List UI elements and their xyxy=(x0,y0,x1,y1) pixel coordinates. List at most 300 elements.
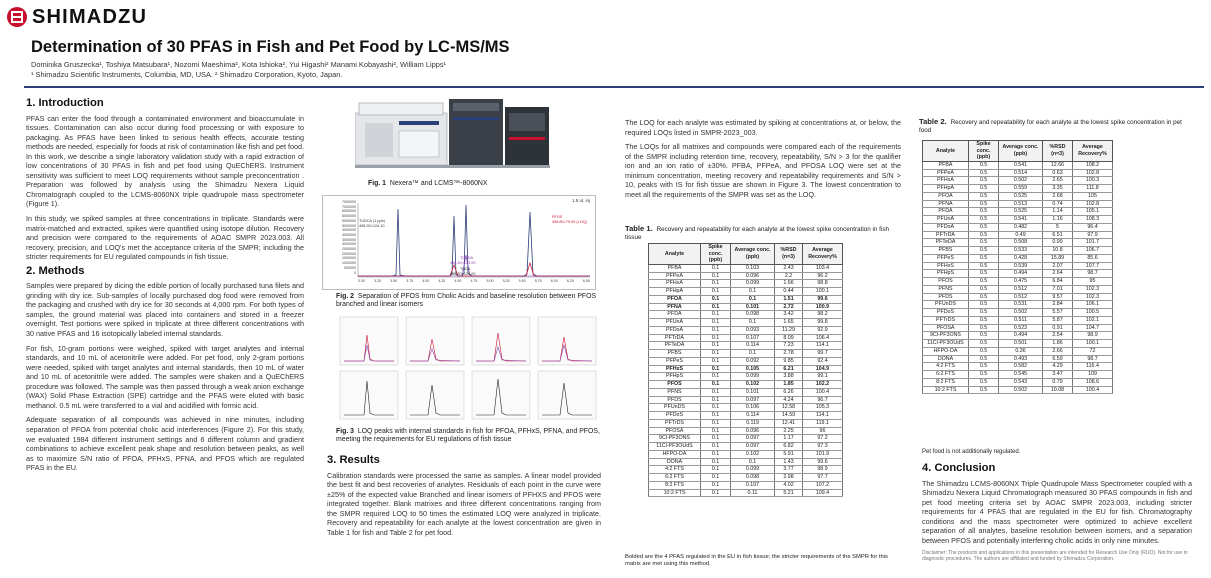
table-cell: 1.16 xyxy=(1043,216,1073,224)
table-cell: 0.1 xyxy=(701,342,731,350)
table-cell: 0.098 xyxy=(731,311,775,319)
chrom-y-tick: 5000000 xyxy=(342,223,356,228)
table-cell: 0.093 xyxy=(731,326,775,334)
table-row xyxy=(923,231,1113,239)
table-row xyxy=(649,303,843,311)
peak-label-tdca-mz: 498.30>124.00 xyxy=(450,272,476,276)
table-cell: 0.1 xyxy=(701,419,731,427)
table-row xyxy=(649,357,843,365)
table-cell: 101.9 xyxy=(803,450,843,458)
table-cell: PFUnA xyxy=(649,319,701,327)
table-cell: 0.514 xyxy=(999,169,1043,177)
table-cell: 5.91 xyxy=(775,450,803,458)
table-cell: 0.1 xyxy=(731,319,775,327)
fig2-caption xyxy=(336,293,604,310)
table-row xyxy=(923,386,1113,394)
peak-label-tdca: TDCA xyxy=(460,267,471,271)
table-cell: PFHpS xyxy=(649,373,701,381)
table-row xyxy=(923,316,1113,324)
table-cell: PFTeDA xyxy=(923,239,969,247)
table-cell: 7.01 xyxy=(1043,285,1073,293)
table-cell: 12.41 xyxy=(775,419,803,427)
table-cell: 0.092 xyxy=(731,357,775,365)
logo-text: SHIMADZU xyxy=(32,5,148,28)
table-cell: 0.5 xyxy=(969,309,999,317)
chrom-x-tick: 4.00 xyxy=(422,279,430,283)
table-cell: 11Cl-PF3OUdS xyxy=(923,340,969,348)
table-cell: 108.3 xyxy=(1073,216,1113,224)
table-cell: 2.66 xyxy=(1043,347,1073,355)
table-cell: 1.43 xyxy=(775,458,803,466)
results-paragraph-1: Calibration standards were processed the same as samples. A linear model provided the best fit and best recoveries of analytes. Residuals of each point in the curve were ±25% of the expected value Branched and linear isomers of PFHXS and PFOS were integrated together. Blank matrixes and three different concentrations ranging from the SMPR required LOQ to 50 times the estimated LOQ were analyzed in triplicate. Recovery and repeatability for each analyte at the lowest concentration are given in Table 1 for fish and Table 2 for pet food. xyxy=(327,470,601,537)
table-cell: 102.2 xyxy=(803,381,843,389)
table-cell: 0.5 xyxy=(969,285,999,293)
table-cell: 0.428 xyxy=(999,254,1043,262)
table-cell: 99.8 xyxy=(803,319,843,327)
chrom-x-tick: 3.00 xyxy=(358,279,365,283)
table-cell: 0.5 xyxy=(969,239,999,247)
fig3-caption xyxy=(336,428,604,445)
table-cell: 106.1 xyxy=(1073,301,1113,309)
table-cell: 0.1 xyxy=(701,381,731,389)
chrom-y-tick: 4500000 xyxy=(342,228,356,233)
table-row xyxy=(923,355,1113,363)
fig3-label: Fig. 3 xyxy=(336,428,354,435)
table-row xyxy=(649,342,843,350)
table-cell: 106.4 xyxy=(803,334,843,342)
table-cell: 1.51 xyxy=(775,295,803,303)
table-cell: 15.89 xyxy=(1043,254,1073,262)
table-header-cell: %RSD (n=3) xyxy=(1043,141,1073,162)
table-cell: 2.78 xyxy=(775,350,803,358)
table-cell: 6.82 xyxy=(775,443,803,451)
table-cell: 1.85 xyxy=(775,381,803,389)
table-row xyxy=(649,427,843,435)
table-cell: 10.08 xyxy=(1043,386,1073,394)
affiliations: ¹ Shimadzu Scientific Instruments, Columbia, MD, USA. ² Shimadzu Corporation, Kyoto, Japan. xyxy=(31,70,343,79)
table-row xyxy=(923,371,1113,379)
table-cell: PFDA xyxy=(649,311,701,319)
table-cell: 0.1 xyxy=(701,443,731,451)
table-cell: 0.097 xyxy=(731,396,775,404)
table-cell: 0.501 xyxy=(999,340,1043,348)
column-1 xyxy=(26,97,304,478)
table-cell: PFUnA xyxy=(923,216,969,224)
table-cell: 0.1 xyxy=(701,326,731,334)
table-cell: 0.1 xyxy=(701,288,731,296)
chrom-y-tick: 3500000 xyxy=(342,237,356,242)
table-cell: 0.101 xyxy=(731,388,775,396)
table-cell: 0.5 xyxy=(969,200,999,208)
methods-paragraph-3: Adequate separation of all compounds was achieved in nine minutes, including separation of PFOA from potential cholic acid interferences (Figure 2). For this study, we evaluated 1984 different instrument settings and 6 different column and gradient combinations to achieve excellent peak shape and resolution between peaks, as well as to maximize S/N ratio of PFOA, PFHxS, PFNA, and PFOS which are regulated PFAS in the EU. xyxy=(26,415,304,473)
table-cell: 102.8 xyxy=(1073,200,1113,208)
table-row xyxy=(649,388,843,396)
table-cell: 0.36 xyxy=(999,347,1043,355)
table-cell: 0.1 xyxy=(701,280,731,288)
table-header-cell: Average Recovery% xyxy=(803,244,843,265)
chrom-y-tick: 7500000 xyxy=(342,200,356,204)
table-cell: 3.47 xyxy=(1043,371,1073,379)
table-header-cell: Spike conc. (ppb) xyxy=(701,244,731,265)
table-cell: 0.1 xyxy=(701,373,731,381)
table-cell: PFTrDS xyxy=(923,316,969,324)
table-cell: 10.8 xyxy=(1043,247,1073,255)
table-cell: 0.44 xyxy=(775,288,803,296)
table-cell: 6.51 xyxy=(1043,231,1073,239)
table-cell: 0.1 xyxy=(731,295,775,303)
table-row xyxy=(649,450,843,458)
table-cell: PFDoA xyxy=(649,326,701,334)
table-cell: 4.24 xyxy=(775,396,803,404)
table-cell: PFPeA xyxy=(649,272,701,280)
table2-caption-text: Recovery and repeatability for each analyte at the lowest spike concentration in pet food xyxy=(919,119,1182,135)
table-cell: 0.543 xyxy=(999,378,1043,386)
table-row xyxy=(649,264,843,272)
table-cell: 107.2 xyxy=(803,481,843,489)
table-cell: PFBS xyxy=(649,350,701,358)
chrom-y-tick: 0 xyxy=(354,270,356,275)
table-cell: 0.511 xyxy=(999,316,1043,324)
table-cell: 96 xyxy=(803,427,843,435)
table-cell: 0.1 xyxy=(701,435,731,443)
table-cell: 0.107 xyxy=(731,481,775,489)
table-cell: 72 xyxy=(1073,347,1113,355)
table-row xyxy=(923,278,1113,286)
table-cell: 0.1 xyxy=(701,474,731,482)
table-cell: 2.54 xyxy=(1043,332,1073,340)
fig2-text: Separation of PFOS from Cholic Acids and baseline resolution between PFOS branched and linear isomers xyxy=(336,293,597,309)
table-row xyxy=(923,216,1113,224)
peak-label-tudca-mz: 498.30>124.10 xyxy=(359,224,385,228)
table-cell: 2.2 xyxy=(775,272,803,280)
table-cell: 96.7 xyxy=(803,396,843,404)
table-cell: 0.5 xyxy=(969,177,999,185)
table-cell: 0.494 xyxy=(999,332,1043,340)
table-cell: PFPeS xyxy=(649,357,701,365)
table-row xyxy=(923,293,1113,301)
table-row xyxy=(923,285,1113,293)
table-cell: PFDA xyxy=(923,208,969,216)
authors: Dominika Gruszecka¹, Toshiya Matsubara¹, Nozomi Maeshima², Kota Ishioka², Yui Higashi² Manami Kobayashi², William Lipps¹ xyxy=(31,60,446,69)
table1-caption-text: Recovery and repeatability for each analyte at the lowest spike concentration in fish tissue xyxy=(625,226,889,242)
table-cell: 0.102 xyxy=(731,381,775,389)
table-header-cell: Average Recovery% xyxy=(1073,141,1113,162)
table-cell: 11Cl-PF3OUdS xyxy=(649,443,701,451)
table-cell: 0.114 xyxy=(731,412,775,420)
table-cell: 109.4 xyxy=(803,489,843,497)
loq-peaks-figure xyxy=(338,315,600,423)
table-cell: 0.099 xyxy=(731,280,775,288)
table-cell: 100.1 xyxy=(803,288,843,296)
table-cell: 0.1 xyxy=(701,311,731,319)
table-row xyxy=(923,363,1113,371)
table-cell: 99.7 xyxy=(803,350,843,358)
table-cell: PFPeS xyxy=(923,254,969,262)
chrom-x-tick: 5.75 xyxy=(534,279,542,283)
table-cell: 2.84 xyxy=(1043,301,1073,309)
table-row xyxy=(649,319,843,327)
table-cell: 1.66 xyxy=(775,280,803,288)
table-cell: 2.25 xyxy=(775,427,803,435)
table-cell: PFBA xyxy=(923,161,969,169)
table-cell: 85.6 xyxy=(1073,254,1113,262)
table-row xyxy=(923,378,1113,386)
table-cell: 98.7 xyxy=(1073,355,1113,363)
table-cell: PFTrDA xyxy=(923,231,969,239)
table-cell: 105.3 xyxy=(803,404,843,412)
table-cell: 104.7 xyxy=(1073,324,1113,332)
table-cell: PFPeA xyxy=(923,169,969,177)
table-row xyxy=(649,350,843,358)
table-cell: 0.098 xyxy=(731,474,775,482)
table-cell: 0.1 xyxy=(701,319,731,327)
table-cell: 0.5 xyxy=(969,301,999,309)
table-cell: 0.1 xyxy=(701,295,731,303)
table-cell: 0.5 xyxy=(969,347,999,355)
table-cell: PFOSA xyxy=(923,324,969,332)
table-cell: 0.5 xyxy=(969,340,999,348)
chrom-y-tick: 2500000 xyxy=(342,247,356,252)
chromatogram-figure xyxy=(322,195,596,290)
table-cell: 0.1 xyxy=(701,357,731,365)
table-cell: 97.9 xyxy=(1073,231,1113,239)
table-cell: 105.1 xyxy=(1073,208,1113,216)
chrom-x-tick: 5.25 xyxy=(502,279,510,283)
table-cell: 11.29 xyxy=(775,326,803,334)
table-cell: 102.8 xyxy=(1073,169,1113,177)
table-cell: 0.502 xyxy=(999,177,1043,185)
table-cell: PFTrDS xyxy=(649,419,701,427)
table-cell: 0.1 xyxy=(701,466,731,474)
chrom-x-tick: 5.00 xyxy=(486,279,494,283)
table-cell: 0.5 xyxy=(969,262,999,270)
table-cell: 119.1 xyxy=(803,419,843,427)
table-cell: 0.559 xyxy=(999,185,1043,193)
table-cell: 0.5 xyxy=(969,208,999,216)
chrom-x-tick: 6.50 xyxy=(582,279,590,283)
table-cell: 5 xyxy=(1043,223,1073,231)
chrom-y-tick: 6500000 xyxy=(342,209,356,214)
table-cell: 0.5 xyxy=(969,316,999,324)
table-header-cell: Average conc. (ppb) xyxy=(999,141,1043,162)
table-cell: PFOA xyxy=(649,295,701,303)
table-row xyxy=(649,435,843,443)
table-cell: 10:2 FTS xyxy=(649,489,701,497)
table-row xyxy=(649,272,843,280)
table-row xyxy=(923,200,1113,208)
peak-label-pfos: PFOS xyxy=(552,215,563,219)
table-cell: 100.5 xyxy=(1073,309,1113,317)
table-cell: PFUnDS xyxy=(923,301,969,309)
intro-paragraph-1: PFAS can enter the food through a contaminated environment and bioaccumulate in tissues. Contamination can also occur during food processing or with exposure to packaging. As PFAS have been linked to serious health effects, accurate testing methods are needed, especially for foods at risk of contamination like fish and pet food. In this work, we describe a single laboratory validation study with a rapid extraction of low concentrations of 30 PFAS in fish and pet food using QuEChERS. Instrument sensitivity was sufficient to meet LOQ requirements without sample preconcentration . Preparation was followed by analysis using the Shimadzu Nexera Liquid Chromatograph coupled to the LCMS-8060NX triple quadrupole mass spectrometer (Figure 1). xyxy=(26,113,304,209)
table-cell: 0.74 xyxy=(1043,200,1073,208)
conclusion-heading: 4. Conclusion xyxy=(922,462,996,474)
table-cell: 0.512 xyxy=(999,293,1043,301)
table-cell: 0.1 xyxy=(701,365,731,373)
table-cell: 12.58 xyxy=(775,404,803,412)
table-row xyxy=(923,254,1113,262)
table-cell: 98.9 xyxy=(1073,332,1113,340)
table-header-cell: Spike conc. (ppb) xyxy=(969,141,999,162)
table-cell: PFNA xyxy=(649,303,701,311)
table-cell: 12.66 xyxy=(1043,161,1073,169)
table-cell: PFHxS xyxy=(649,365,701,373)
instrument-image xyxy=(355,93,550,171)
table-cell: PFDoA xyxy=(923,223,969,231)
table1-note: Bolded are the 4 PFAS regulated in the EU in fish tissue; the stricter requirements of the SMPR for this matrix are met using this method. xyxy=(625,554,888,567)
table-cell: 7.23 xyxy=(775,342,803,350)
table-row xyxy=(649,412,843,420)
table-row xyxy=(649,404,843,412)
table-cell: 9Cl-PF3ONS xyxy=(923,332,969,340)
table-cell: 4:2 FTS xyxy=(649,466,701,474)
chrom-y-tick: 5500000 xyxy=(342,218,356,223)
table-cell: 111.8 xyxy=(1073,185,1113,193)
table-row xyxy=(923,262,1113,270)
chrom-y-tick: 2000000 xyxy=(342,251,356,256)
table-cell: PFTeDA xyxy=(649,342,701,350)
methods-heading: 2. Methods xyxy=(26,264,85,277)
table-cell: 0.493 xyxy=(999,355,1043,363)
chrom-x-tick: 4.25 xyxy=(438,279,446,283)
chrom-corner-label: 1.5 ul, inj xyxy=(571,198,590,203)
table-row xyxy=(649,311,843,319)
table-cell: PFDoS xyxy=(649,412,701,420)
table-cell: 108.2 xyxy=(1073,161,1113,169)
table-cell: 98.2 xyxy=(803,311,843,319)
table-cell: 0.5 xyxy=(969,355,999,363)
table1-label: Table 1. xyxy=(625,224,653,233)
table-cell: 2.07 xyxy=(1043,262,1073,270)
table-cell: 9.57 xyxy=(1043,293,1073,301)
chrom-y-tick: 7000000 xyxy=(342,204,356,209)
table-cell: 0.096 xyxy=(731,427,775,435)
chrom-y-tick: 6000000 xyxy=(342,214,356,219)
table-cell: 1.86 xyxy=(1043,340,1073,348)
table-cell: 99.1 xyxy=(803,373,843,381)
table-cell: 5.21 xyxy=(775,489,803,497)
table-cell: 0.525 xyxy=(999,192,1043,200)
chrom-x-tick: 4.50 xyxy=(454,279,462,283)
table-row xyxy=(923,270,1113,278)
table-cell: 0.5 xyxy=(969,378,999,386)
table-cell: DONA xyxy=(923,355,969,363)
chrom-y-tick: 1500000 xyxy=(342,256,356,261)
page-title: Determination of 30 PFAS in Fish and Pet Food by LC-MS/MS xyxy=(31,38,510,56)
table-row xyxy=(649,334,843,342)
results-paragraph-3: The LOQs for all matrixes and compounds were compared each of the requirements of the SMPR including retention time, recovery, repeatability, S/N > 3 for the qualifier ion and an ion ratio of ±30%. PFBA, PFPeA, and PFOSA LOQ were set at the minimum concentration, meeting recovery and repeatability requirements and S/N > 10, peaks with IS for fish tissue are shown in Figure 3. The lowest concentration to meet all the requirements of the SMPR was set as the LOQ. xyxy=(625,142,901,199)
table-cell: 102.3 xyxy=(1073,285,1113,293)
table-row xyxy=(923,177,1113,185)
chrom-x-ticks xyxy=(358,279,590,283)
table-cell: 0.1 xyxy=(701,388,731,396)
table-cell: 0.539 xyxy=(999,262,1043,270)
table-cell: 98.8 xyxy=(803,280,843,288)
table-cell: 100.4 xyxy=(803,388,843,396)
table-cell: 0.097 xyxy=(731,435,775,443)
table-cell: 0.523 xyxy=(999,324,1043,332)
table-cell: 5.87 xyxy=(1043,316,1073,324)
shimadzu-logo xyxy=(6,6,147,28)
table-cell: 95 xyxy=(1073,278,1113,286)
table-cell: 0.1 xyxy=(701,264,731,272)
table-row xyxy=(649,295,843,303)
table-cell: PFDoS xyxy=(923,309,969,317)
table-cell: 8.09 xyxy=(775,334,803,342)
chrom-y-tick: 3000000 xyxy=(342,242,356,247)
table-cell: 0.5 xyxy=(969,216,999,224)
table-cell: 102.1 xyxy=(1073,316,1113,324)
fig1-label: Fig. 1 xyxy=(368,180,386,187)
table-cell: 0.5 xyxy=(969,332,999,340)
table-cell: PFHxA xyxy=(923,177,969,185)
table2-note: Pet food is not additionally regulated. xyxy=(922,449,1021,455)
table-cell: 5.57 xyxy=(1043,309,1073,317)
intro-paragraph-2: In this study, we spiked samples at three concentrations in triplicate. Standards were matrix-matched and extracted, spikes were quantified using isotope dilution. Recovery and precision were compared to the requirements of AOAC SMPR 2023.003. All recovery, precision, and LOQ's met the acceptance criteria of the SMPR; including the stricter requirements for EU regulated compounds in fish tissue. xyxy=(26,214,304,262)
table-cell: 14.59 xyxy=(775,412,803,420)
table-cell: 0.1 xyxy=(701,458,731,466)
table-cell: 0.1 xyxy=(701,350,731,358)
table-cell: 0.79 xyxy=(1043,378,1073,386)
table-row xyxy=(923,185,1113,193)
table-row xyxy=(649,419,843,427)
table-row xyxy=(649,489,843,497)
table-cell: PFBA xyxy=(649,264,701,272)
table-cell: 9Cl-PF3ONS xyxy=(649,435,701,443)
fig1-text: Nexera™ and LCMS™-8060NX xyxy=(389,180,488,187)
table-cell: 0.5 xyxy=(969,254,999,262)
peak-label-tdcda-mz: 498.30>123.00 xyxy=(450,261,476,265)
table-cell: 104.9 xyxy=(803,365,843,373)
table-cell: 0.1 xyxy=(701,412,731,420)
table-cell: 0.541 xyxy=(999,216,1043,224)
table-cell: PFUnDS xyxy=(649,404,701,412)
table-cell: 99.6 xyxy=(803,295,843,303)
table-cell: 0.1 xyxy=(701,272,731,280)
table-cell: 102.3 xyxy=(1073,293,1113,301)
table-row xyxy=(923,309,1113,317)
table-cell: 0.475 xyxy=(999,278,1043,286)
table-cell: 100.1 xyxy=(1073,340,1113,348)
methods-paragraph-2: For fish, 10-gram portions were weighed, spiked with target analytes and internal standards, and 10 mL of acetonitrile were added. For pet food, only 2-gram portions were needed, spiked with target analytes and internal standards, then 10 mL of water and 10 mL of acetonitrile were added. The samples were shaken and a QuEChERS procedure was followed. The sample was then passed through a weak anion exchange (WAX) Solid Phase Extraction (SPE) cartridge and the PFAS were eluted with basic methanol. 0.5 mL were transferred to a vial and acidified with formic acid. xyxy=(26,343,304,410)
peak-label-tudca: TUDCA (1 ppb) xyxy=(359,219,385,223)
chrom-x-tick: 3.50 xyxy=(390,279,398,283)
table-cell: 0.1 xyxy=(701,334,731,342)
table-cell: 0.5 xyxy=(969,270,999,278)
table-cell: 109 xyxy=(1073,371,1113,379)
table-cell: 105 xyxy=(1073,192,1113,200)
table-row xyxy=(923,301,1113,309)
table-cell: 0.63 xyxy=(1043,169,1073,177)
table1-container xyxy=(648,243,843,497)
table-cell: 0.525 xyxy=(999,208,1043,216)
table-header-cell: Analyte xyxy=(923,141,969,162)
chrom-x-tick: 5.50 xyxy=(518,279,526,283)
table-cell: 6.59 xyxy=(1043,355,1073,363)
table-row xyxy=(923,332,1113,340)
table-cell: 0.099 xyxy=(731,466,775,474)
table-cell: PFHpA xyxy=(649,288,701,296)
table-cell: 2.98 xyxy=(775,474,803,482)
table-row xyxy=(923,161,1113,169)
chrom-y-ticks xyxy=(324,200,356,275)
table-cell: 106.7 xyxy=(1073,247,1113,255)
table-cell: PFNS xyxy=(649,388,701,396)
table-cell: 0.494 xyxy=(999,270,1043,278)
table-cell: 0.531 xyxy=(999,301,1043,309)
table-cell: 0.5 xyxy=(969,293,999,301)
table-row xyxy=(649,396,843,404)
